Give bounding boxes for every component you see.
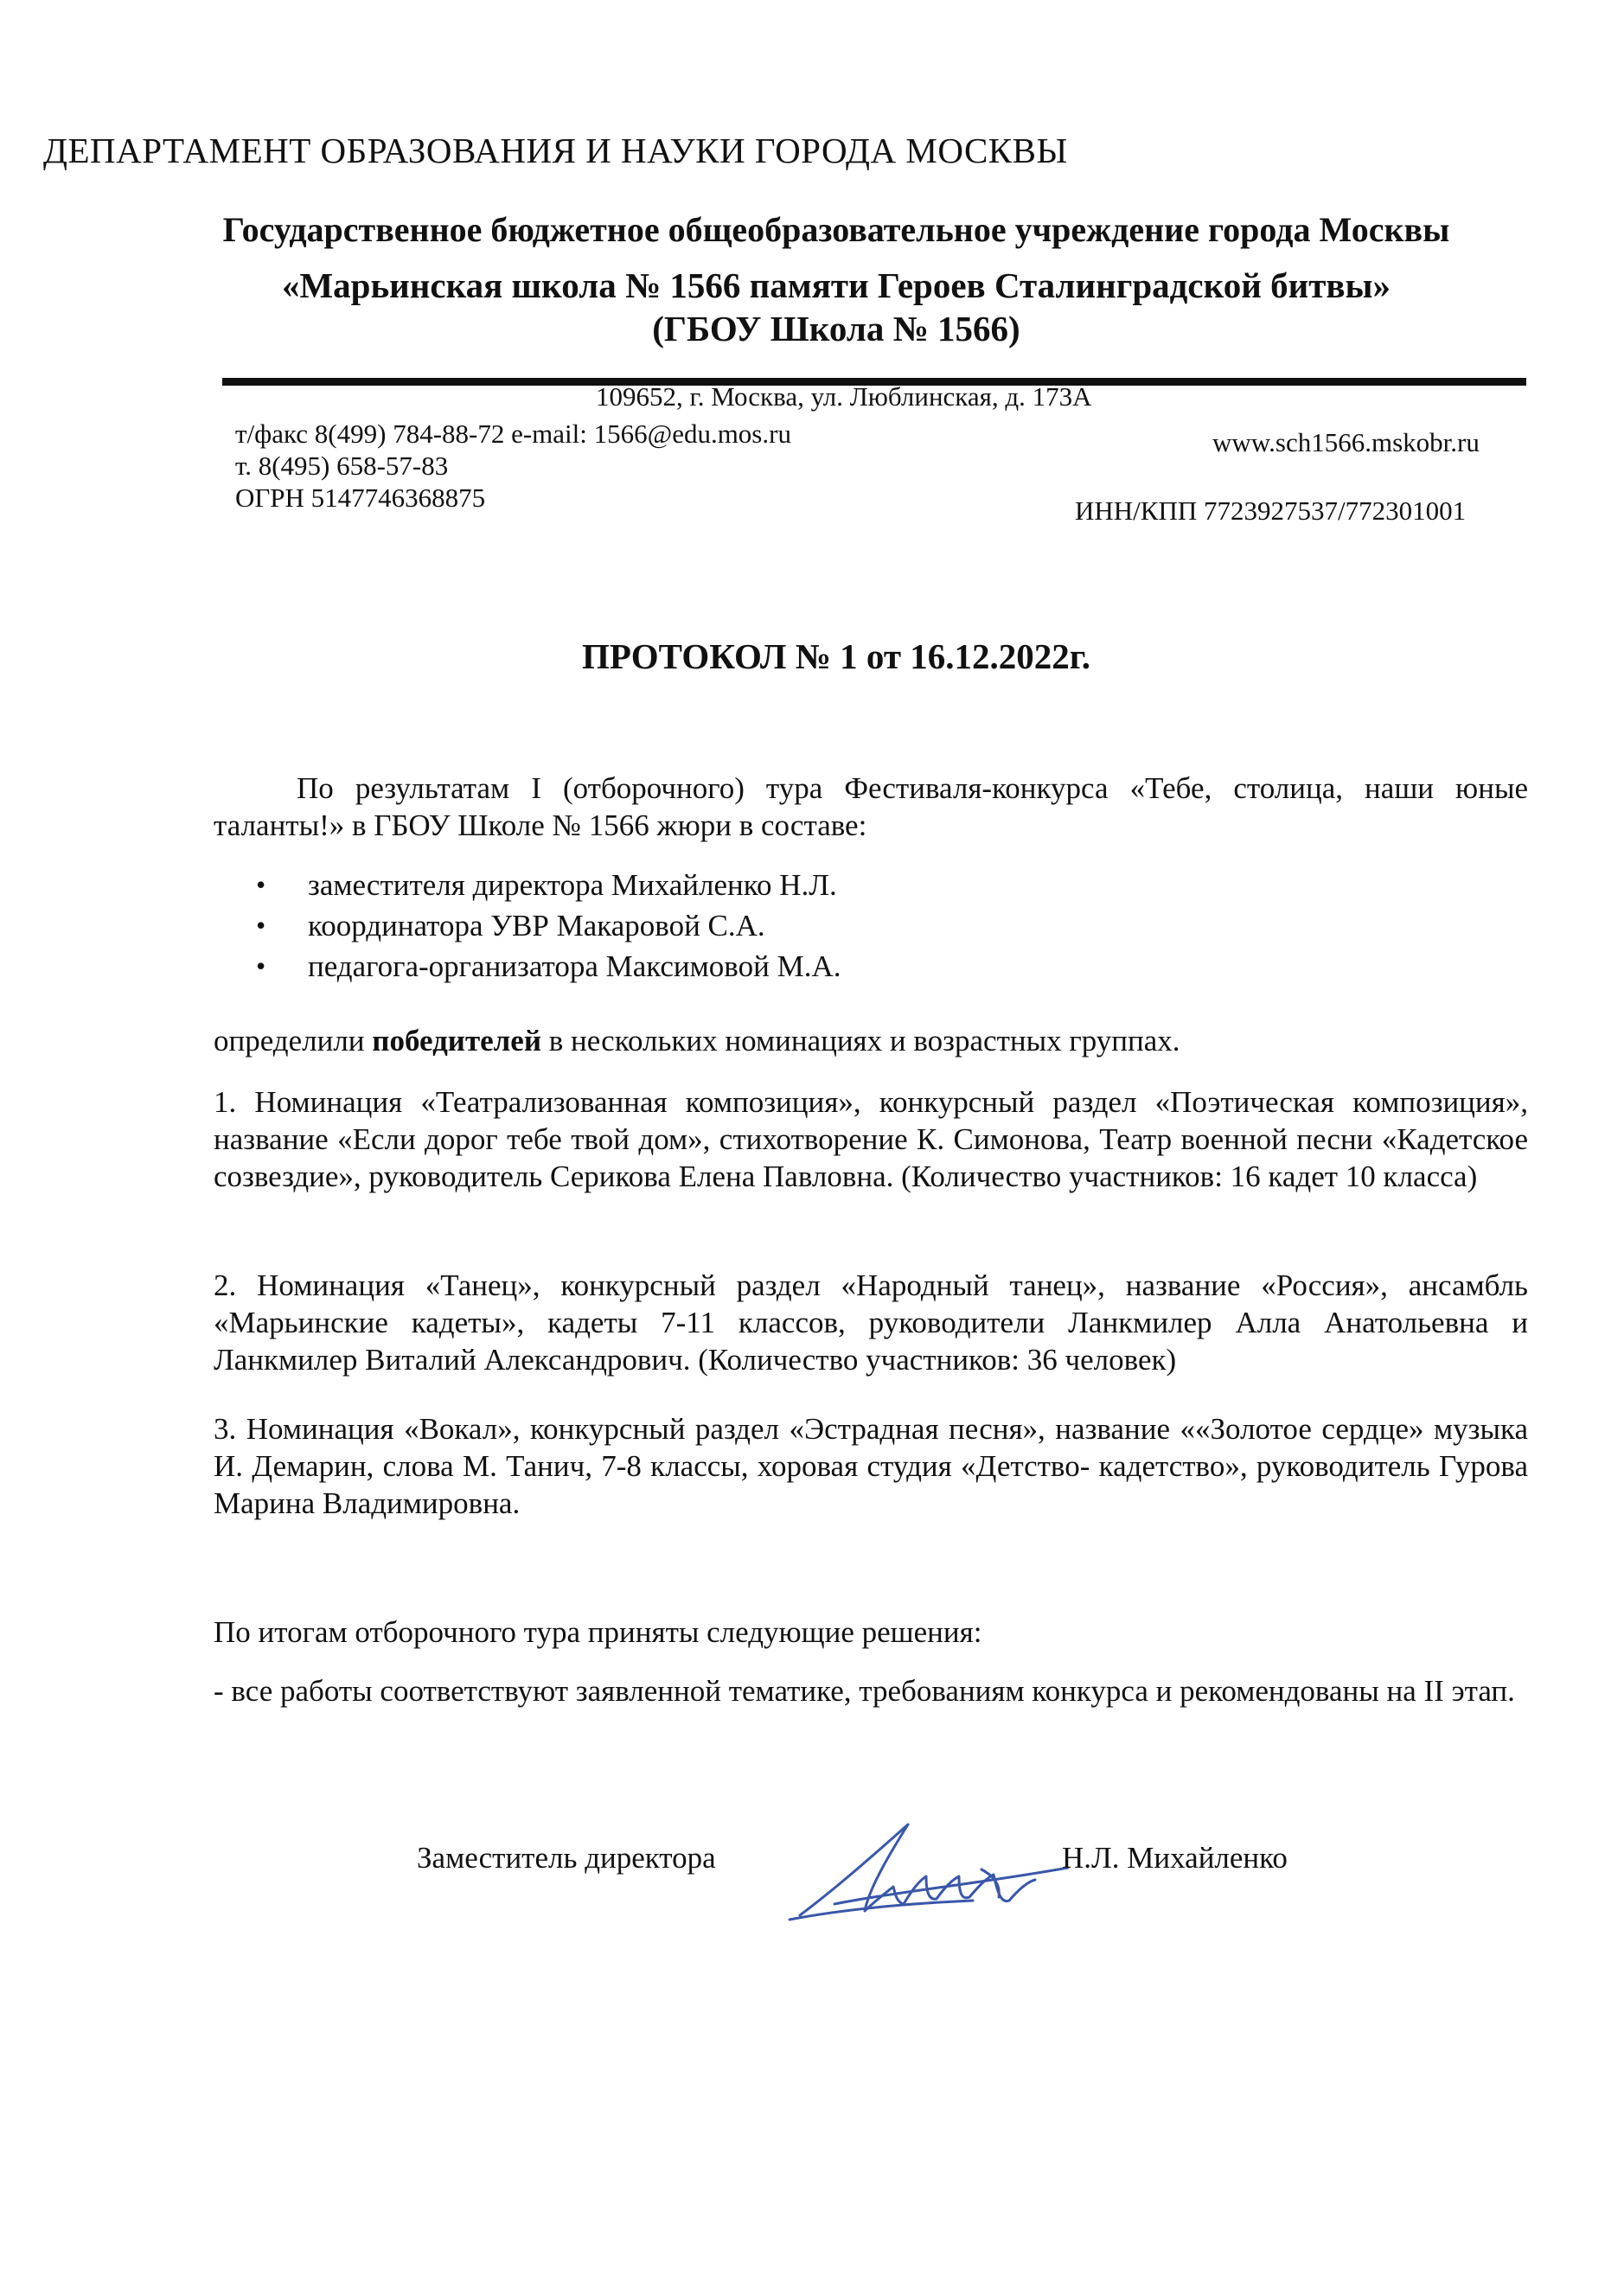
signatory-name: Н.Л. Михайленко — [1062, 1841, 1288, 1875]
outcome-paragraph — [214, 1022, 1528, 1059]
jury-member: • педагога-организатора Максимовой М.А. — [256, 946, 841, 987]
outcome-winners: победителей — [372, 1024, 542, 1058]
handwritten-signature — [783, 1807, 1094, 1937]
decisions-heading: По итогам отборочного тура приняты следующие решения: — [214, 1615, 982, 1649]
outcome-text-end: в нескольких номинациях и возрастных группах. — [541, 1024, 1180, 1058]
jury-member: • координатора УВР Макаровой С.А. — [256, 905, 841, 946]
nomination-item: 3. Номинация «Вокал», конкурсный раздел «Эстрадная песня», название ««Золотое сердце» музыка И. Демарин, слова М. Танич, 7-8 классы, хоровая студия «Детство- кадетство», руководитель Гурова Марина Владимировна. — [214, 1412, 1528, 1520]
jury-member: • заместителя директора Михайленко Н.Л. — [256, 865, 841, 905]
department-heading: ДЕПАРТАМЕНТ ОБРАЗОВАНИЯ И НАУКИ ГОРОДА МОСКВЫ — [43, 131, 1068, 170]
inn-kpp: ИНН/КПП 7723927537/772301001 — [1075, 495, 1467, 526]
ogrn: ОГРН 5147746368875 — [235, 482, 486, 513]
school-name: «Марьинская школа № 1566 памяти Героев Сталинградской битвы» — [281, 265, 1391, 305]
fax-email: т/факс 8(499) 784-88-72 e-mail: 1566@edu.mos.ru — [235, 419, 791, 449]
address: 109652, г. Москва, ул. Люблинская, д. 173А — [596, 381, 1092, 412]
protocol-title: ПРОТОКОЛ № 1 от 16.12.2022г. — [582, 636, 1090, 676]
phone: т. 8(495) 658-57-83 — [235, 450, 449, 481]
nomination-item: 2. Номинация «Танец», конкурсный раздел «Народный танец», название «Россия», ансамбль «Марьинские кадеты», кадеты 7-11 классов, руководители Ланкмилер Алла Анатольевна и Ланкмилер Виталий Александрович. (Количество участников: 36 человек) — [214, 1268, 1528, 1377]
website: www.sch1566.mskobr.ru — [1212, 427, 1480, 457]
outcome-text-start: определили — [214, 1024, 373, 1058]
decision-item: - все работы соответствуют заявленной тематике, требованиям конкурса и рекомендованы на II этап. — [214, 1674, 1515, 1708]
jury-list — [256, 865, 841, 987]
intro-paragraph: По результатам I (отборочного) тура Фестиваля-конкурса «Тебе, столица, наши юные таланты!» в ГБОУ Школе № 1566 жюри в составе: — [214, 771, 1528, 842]
school-short-name: (ГБОУ Школа № 1566) — [652, 309, 1020, 348]
signatory-role: Заместитель директора — [417, 1841, 716, 1875]
nomination-item: 1. Номинация «Театрализованная композиция», конкурсный раздел «Поэтическая композиция», название «Если дорог тебе твой дом», стихотворение К. Симонова, Театр военной песни «Кадетское созвездие», руководитель Серикова Елена Павловна. (Количество участников: 16 кадет 10 класса) — [214, 1085, 1528, 1193]
organization-name: Государственное бюджетное общеобразовательное учреждение города Москвы — [222, 210, 1450, 249]
